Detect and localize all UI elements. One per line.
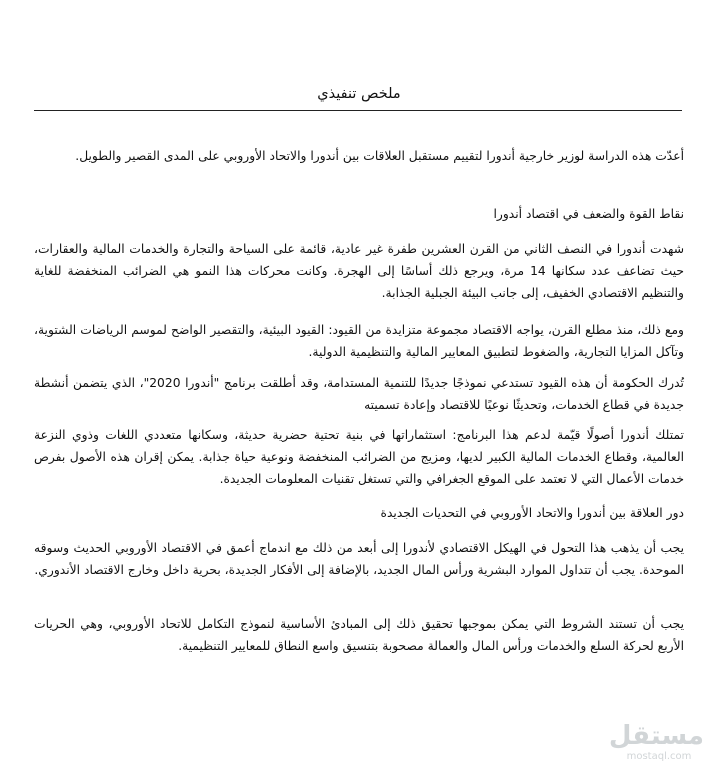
intro-paragraph: أعدّت هذه الدراسة لوزير خارجية أندورا لتقييم مستقبل العلاقات بين أندورا والاتحاد الأوروبي على المدى القصير والطويل. [75, 149, 684, 163]
watermark-logo-text: مستقل [608, 721, 704, 751]
page-title: ملخص تنفيذي [317, 86, 401, 102]
section-heading-eu-relations: دور العلاقة بين أندورا والاتحاد الأوروبي في التحديات الجديدة [380, 506, 684, 520]
paragraph-assets: تمتلك أندورا أصولًا قيّمة لدعم هذا البرنامج: استثماراتها في بنية تحتية حضرية حديثة، وسكانها متعددي اللغات وذوي النزعة العالمية، وقطاع الخدمات المالية الكبير لديها، ومزيج من الضرائب المنخفضة ونوعية حياة جذابة. يمكن إقران هذه الأصول بفرص خدمات الأعمال التي لا تعتمد على الموقع الجغرافي والتي تستغل تقنيات المعلومات الجديدة. [34, 428, 684, 486]
title-divider [34, 110, 682, 111]
section-heading-strengths: نقاط القوة والضعف في اقتصاد أندورا [493, 207, 684, 221]
paragraph-growth: شهدت أندورا في النصف الثاني من القرن العشرين طفرة غير عادية، قائمة على السياحة والتجارة والخدمات المالية والعقارات، حيث تضاعف عدد سكانها 14 مرة، ويرجع ذلك أساسًا إلى الهجرة. وكانت محركات هذا النمو هي الضرائب المنخفضة للغاية والتنظيم الاقتصادي الخفيف، إلى جانب البيئة الجبلية الجذابة. [34, 242, 684, 300]
paragraph-four-freedoms: يجب أن تستند الشروط التي يمكن بموجبها تحقيق ذلك إلى المبادئ الأساسية لنموذج التكامل للاتحاد الأوروبي، وهي الحريات الأربع لحركة السلع والخدمات ورأس المال والعمالة مصحوبة بتنسيق واسع النطاق للمعايير التنظيمية. [34, 617, 684, 653]
paragraph-integration: يجب أن يذهب هذا التحول في الهيكل الاقتصادي لأندورا إلى أبعد من ذلك مع اندماج أعمق في الاقتصاد الأوروبي الحديث وسوقه الموحدة. يجب أن تتداول الموارد البشرية ورأس المال الجديد، بالإضافة إلى الأفكار الجديدة، بحرية داخل وخارج الاقتصاد الأندوري. [34, 541, 684, 577]
paragraph-andorra-2020: تُدرك الحكومة أن هذه القيود تستدعي نموذجًا جديدًا للتنمية المستدامة، وقد أطلقت برنامج "أندورا 2020"، الذي يتضمن أنشطة جديدة في قطاع الخدمات، وتحديثًا نوعيًا للاقتصاد وإعادة تسميته [34, 376, 684, 412]
mostaql-watermark [608, 721, 704, 777]
paragraph-constraints: ومع ذلك، منذ مطلع القرن، يواجه الاقتصاد مجموعة متزايدة من القيود: القيود البيئية، والتقصير الواضح لموسم الرياضات الشتوية، وتآكل المزايا التجارية، والضغوط لتطبيق المعايير المالية والتنظيمية الدولية. [34, 323, 684, 359]
watermark-url: mostaql.com [626, 751, 692, 762]
